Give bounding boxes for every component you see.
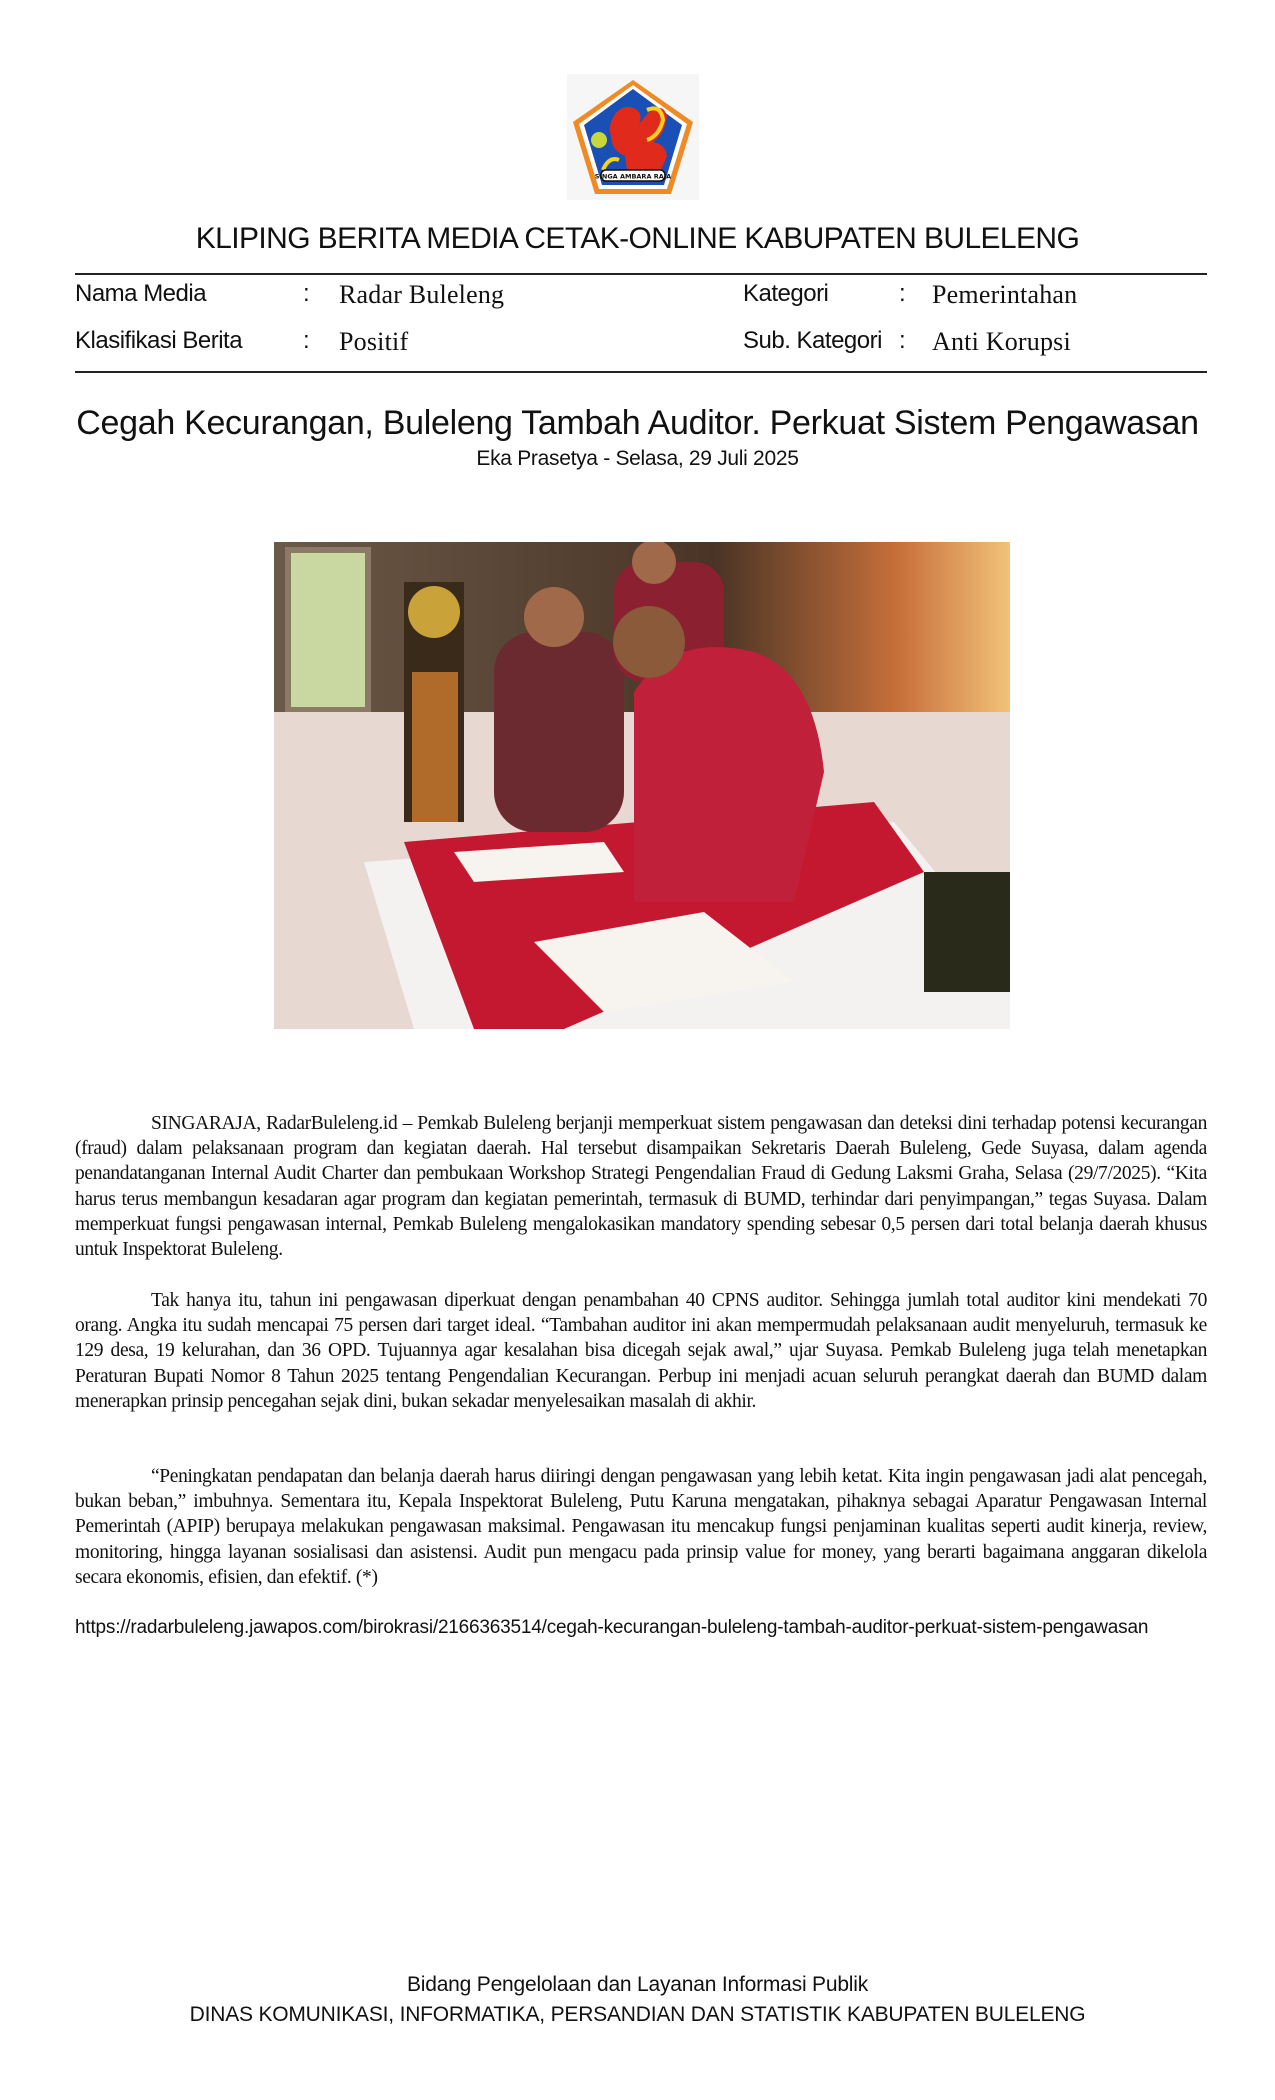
klasifikasi-label: Klasifikasi Berita — [75, 327, 243, 354]
article-paragraph-3: “Peningkatan pendapatan dan belanja daerah harus diiringi dengan pengawasan yang lebih ketat. Kita ingin pengawasan jadi alat pencegah, bukan beban,” imbuhnya. Sementara itu, Kepala Inspektorat Buleleng, Putu Karuna mengatakan, pihaknya sebagai Aparatur Pengawasan Internal Pemerintah (APIP) berupaya melakukan pengawasan maksimal. Pengawasan itu mencakup fungsi penjaminan kualitas seperti audit kinerja, review, monitoring, hingga layanan sosialisasi dan asistensi. Audit pun mengacu pada prinsip value for money, yang berarti bagaimana anggaran dikelola secara ekonomis, efisien, dan efektif. (*) — [75, 1466, 1207, 1588]
colon: : — [303, 280, 310, 307]
footer-division: Bidang Pengelolaan dan Layanan Informasi Publik — [406, 1973, 869, 1996]
sub-kategori-value: Anti Korupsi — [932, 327, 1071, 356]
header-rule-top — [75, 273, 1207, 275]
sub-kategori-label: Sub. Kategori — [743, 327, 882, 354]
colon: : — [899, 280, 906, 307]
article-headline: Cegah Kecurangan, Buleleng Tambah Auditor. Perkuat Sistem Pengawasan — [76, 404, 1199, 442]
colon: : — [899, 327, 906, 354]
document-title: KLIPING BERITA MEDIA CETAK-ONLINE KABUPATEN BULELENG — [195, 222, 1080, 255]
footer-agency: DINAS KOMUNIKASI, INFORMATIKA, PERSANDIAN DAN STATISTIK KABUPATEN BULELENG — [189, 2003, 1086, 2026]
article-byline: Eka Prasetya - Selasa, 29 Juli 2025 — [476, 447, 799, 470]
source-url-link[interactable]: https://radarbuleleng.jawapos.com/birokrasi/2166363514/cegah-kecurangan-buleleng-tambah-auditor-perkuat-sistem-pengawasan — [75, 1617, 1149, 1638]
kabupaten-buleleng-logo — [567, 74, 699, 200]
svg-text:SINGA AMBARA RAJA: SINGA AMBARA RAJA — [594, 172, 672, 181]
kategori-label: Kategori — [743, 280, 829, 307]
article-paragraph-2: Tak hanya itu, tahun ini pengawasan diperkuat dengan penambahan 40 CPNS auditor. Sehingga jumlah total auditor kini mendekati 70 orang. Angka itu sudah mencapai 75 persen dari target ideal. “Tambahan auditor ini akan mempermudah pelaksanaan audit menyeluruh, termasuk ke 129 desa, 19 kelurahan, dan 36 OPD. Tujuannya agar kesalahan bisa dicegah sejak awal,” ujar Suyasa. Pemkab Buleleng juga telah menetapkan Peraturan Bupati Nomor 8 Tahun 2025 tentang Pengendalian Kecurangan. Perbup ini menjadi acuan seluruh perangkat daerah dan BUMD dalam menerapkan prinsip pencegahan sejak dini, bukan sekadar menyelesaikan masalah di akhir. — [75, 1290, 1207, 1412]
article-paragraph-1: SINGARAJA, RadarBuleleng.id – Pemkab Buleleng berjanji memperkuat sistem pengawasan dan deteksi dini terhadap potensi kecurangan (fraud) dalam pelaksanaan program dan kegiatan daerah. Hal tersebut disampaikan Sekretaris Daerah Buleleng, Gede Suyasa, dalam agenda penandatanganan Internal Audit Charter dan pembukaan Workshop Strategi Pengendalian Fraud di Gedung Laksmi Graha, Selasa (29/7/2025). “Kita harus terus membangun kesadaran agar program dan kegiatan pemerintah, termasuk di BUMD, terhindar dari penyimpangan,” tegas Suyasa. Dalam memperkuat fungsi pengawasan internal, Pemkab Buleleng mengalokasikan mandatory spending sebesar 0,5 persen dari total belanja daerah khusus untuk Inspektorat Buleleng. — [75, 1113, 1207, 1261]
nama-media-label: Nama Media — [75, 280, 207, 307]
colon: : — [303, 327, 310, 354]
klasifikasi-value: Positif — [339, 327, 409, 356]
header-rule-bottom — [75, 371, 1207, 373]
nama-media-value: Radar Buleleng — [339, 280, 505, 309]
article-photo — [274, 542, 1010, 1029]
kategori-value: Pemerintahan — [932, 280, 1078, 309]
